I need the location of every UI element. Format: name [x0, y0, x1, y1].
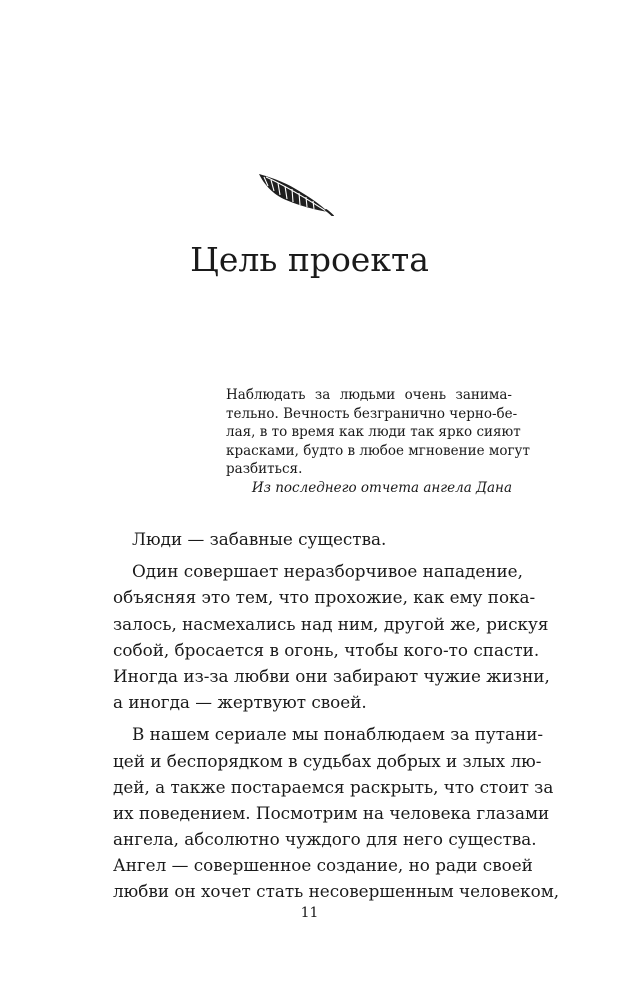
paragraph-line: В нашем сериале мы понаблюдаем за путани-: [132, 724, 544, 745]
feather-icon: [256, 172, 334, 216]
paragraph-line: цей и беспорядком в судьбах добрых и злых лю-: [113, 750, 542, 771]
page-number: 11: [300, 905, 319, 921]
paragraph-line: их поведением. Посмотрим на человека глазами: [113, 802, 550, 823]
epigraph-line: Наблюдать за людьми очень занима-: [226, 387, 512, 403]
paragraph-line: любви он хочет стать несовершенным человеком,: [113, 881, 560, 902]
paragraph-line: залось, насмехались над ним, другой же, рискуя: [113, 613, 549, 634]
paragraph-line: дей, а также постараемся раскрыть, что стоит за: [113, 776, 554, 797]
paragraph-line: Ангел — совершенное создание, но ради своей: [113, 855, 533, 876]
paragraph-line: Иногда из-за любви они забирают чужие жизни,: [113, 665, 550, 686]
epigraph-source: Из последнего отчета ангела Дана: [251, 479, 512, 496]
body-text: [113, 526, 560, 905]
paragraph-line: объясняя это тем, что прохожие, как ему пока-: [113, 587, 536, 608]
paragraph-line: собой, бросается в огонь, чтобы кого-то спасти.: [113, 639, 540, 660]
epigraph-line: разбиться.: [226, 461, 303, 477]
paragraph-line: Люди — забавные существа.: [132, 529, 387, 549]
epigraph-line: красками, будто в любое мгновение могут: [226, 442, 530, 459]
chapter-title: Цель проекта: [190, 240, 429, 279]
paragraph-line: а иногда — жертвуют своей.: [113, 692, 367, 713]
epigraph-line: тельно. Вечность безгранично черно-бе-: [226, 405, 518, 422]
paragraph-line: ангела, абсолютно чуждого для него существа.: [113, 829, 537, 850]
paragraph-line: Один совершает неразборчивое нападение,: [132, 561, 523, 582]
epigraph-line: лая, в то время как люди так ярко сияют: [226, 424, 521, 440]
epigraph: [226, 386, 530, 497]
